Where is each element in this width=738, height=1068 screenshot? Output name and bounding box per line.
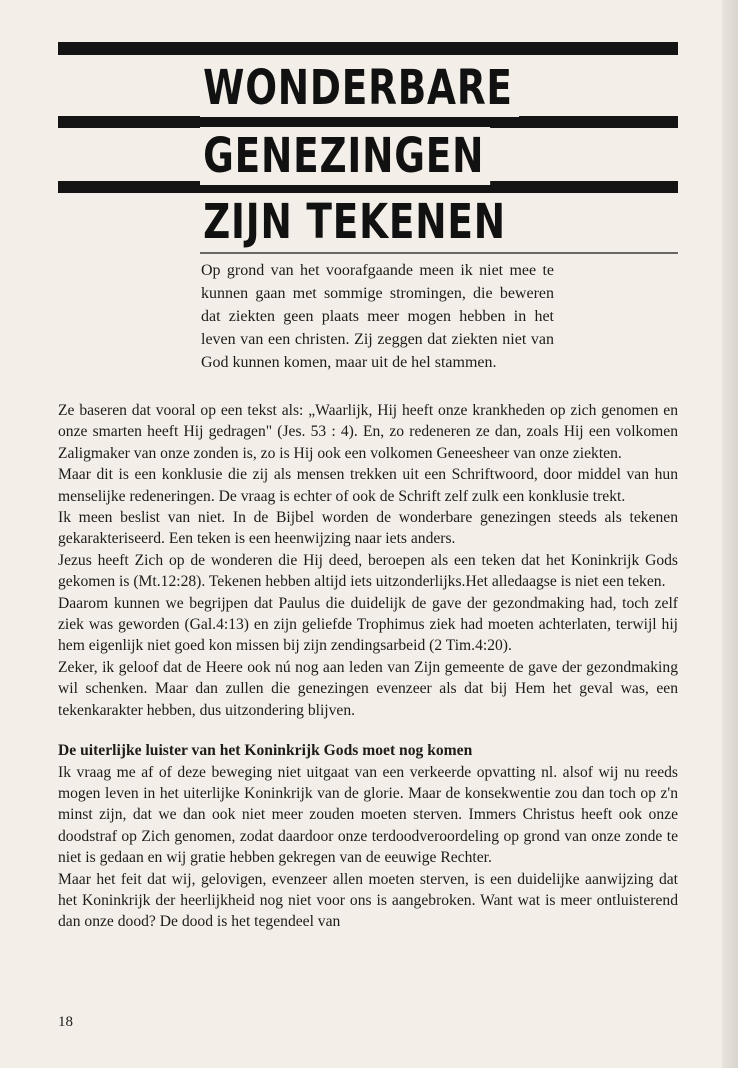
- title-line-1: WONDERBARE: [200, 59, 519, 117]
- body-paragraph: Ik vraag me af of deze beweging niet uitgaat van een verkeerde opvatting nl. alsof wij nu reeds mogen leven in het uiterlijke Koninkrijk van de glorie. Maar de konsekwentie zou dan toch op z'n minst zijn, dat we dan ook niet meer zouden moeten sterven. Immers Christus heeft ook onze doodstraf op Zich genomen, zodat daardoor onze terdoodveroordeling op grond van onze zonde te niet is gedaan en wij gratie hebben gekregen van de eeuwige Rechter.: [58, 763, 678, 867]
- title-line-2: GENEZINGEN: [200, 127, 490, 185]
- page-edge-shadow: [722, 0, 738, 1068]
- page-number: 18: [58, 1014, 73, 1030]
- article-body: [58, 400, 678, 933]
- body-paragraph: Maar dit is een konklusie die zij als mensen trekken uit een Schriftwoord, door middel van hun menselijke redeneringen. De vraag is echter of ook de Schrift zelf zulk een konklusie trekt.: [58, 466, 678, 505]
- title-rule-top: [58, 42, 678, 55]
- title-line-3: ZIJN TEKENEN: [200, 193, 512, 251]
- intro-paragraph: Op grond van het voorafgaande meen ik niet mee te kunnen gaan met sommige stromingen, die beweren dat ziekten geen plaats meer mogen hebben in het leven van een christen. Zij zeggen dat ziekten niet van God kunnen komen, maar uit de hel stammen.: [201, 262, 554, 371]
- body-paragraph: Maar het feit dat wij, gelovigen, evenzeer allen moeten sterven, is een duidelijke aanwijzing dat het Koninkrijk der heerlijkheid nog niet voor ons is aangebroken. Want wat is meer ontluisterend dan onze dood? De dood is het tegendeel van: [58, 870, 678, 931]
- title-rule-bottom: [200, 252, 678, 254]
- body-paragraph: Ik meen beslist van niet. In de Bijbel worden de wonderbare genezingen steeds als tekenen gekarakteriseerd. Een teken is een heenwijzing naar iets anders.: [58, 509, 678, 548]
- section-subheading: De uiterlijke luister van het Koninkrijk Gods moet nog komen: [58, 742, 473, 760]
- body-paragraph: Zeker, ik geloof dat de Heere ook nú nog aan leden van Zijn gemeente de gave der gezondmaking wil schenken. Maar dan zullen die genezingen evenzeer als dat bij Hem het geval was, een tekenkarakter hebben, dus uitzondering blijven.: [58, 658, 678, 719]
- body-paragraph: Daarom kunnen we begrijpen dat Paulus die duidelijk de gave der gezondmaking had, toch zelf ziek was geworden (Gal.4:13) en zijn geliefde Trophimus ziek had moeten achterlaten, terwijl hij hem eigenlijk niet goed kon missen bij zijn zendingsarbeid (2 Tim.4:20).: [58, 594, 678, 655]
- body-paragraph: Ze baseren dat vooral op een tekst als: „Waarlijk, Hij heeft onze krankheden op zich genomen en onze smarten heeft Hij gedragen" (Jes. 53 : 4). En, zo redeneren ze dan, zoals Hij een volkomen Zaligmaker van onze zonden is, zo is Hij ook een volkomen Geneesheer van onze ziekten.: [58, 402, 678, 462]
- body-paragraph: Jezus heeft Zich op de wonderen die Hij deed, beroepen als een teken dat het Koninkrijk Gods gekomen is (Mt.12:28). Tekenen hebben altijd iets uitzonderlijks.Het alledaagse is niet een teken.: [58, 551, 678, 591]
